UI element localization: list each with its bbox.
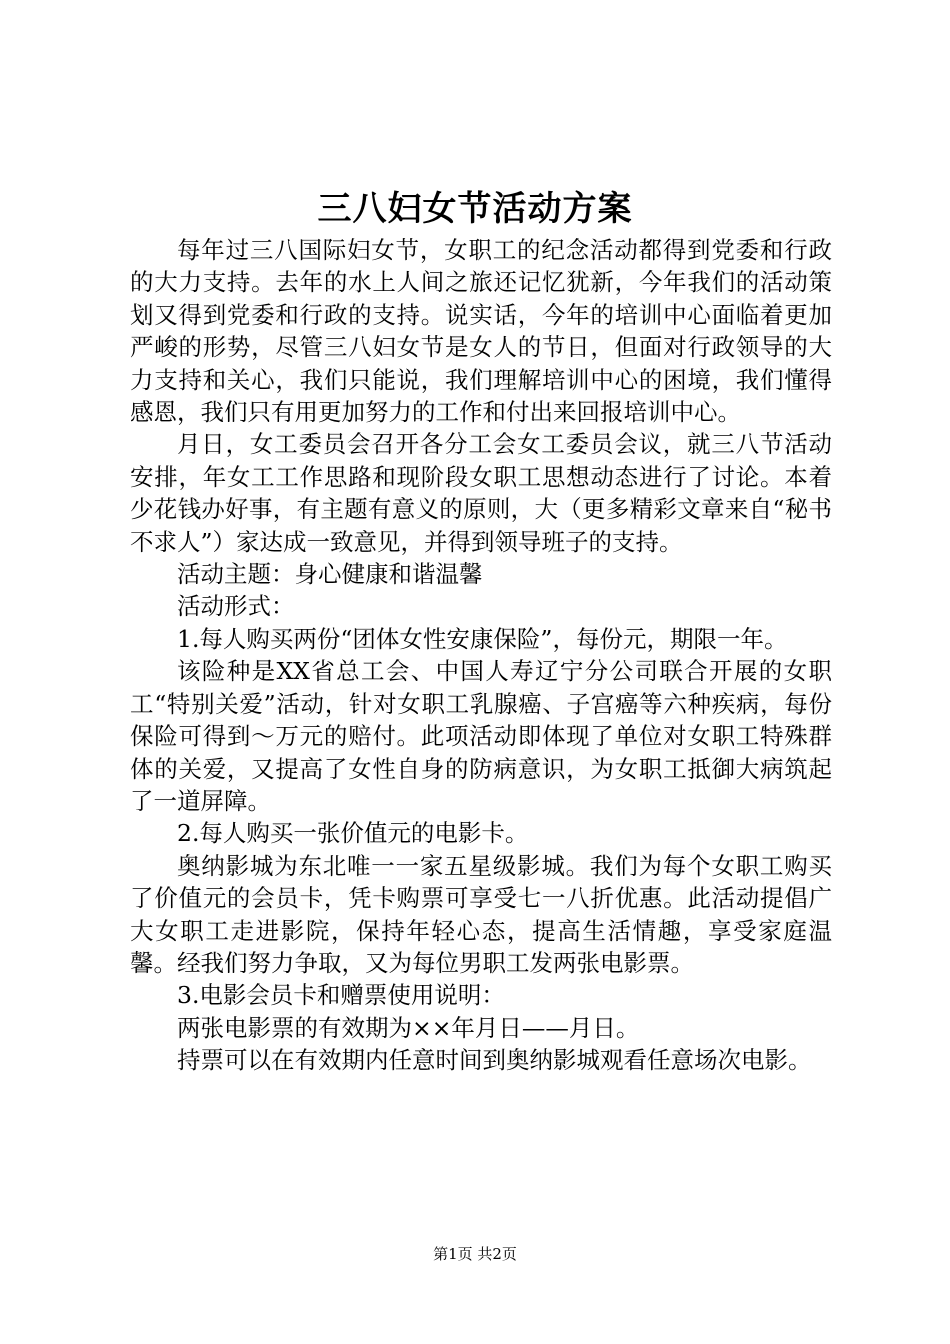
paragraph-insurance: 该险种是XX省总工会、中国人寿辽宁分公司联合开展的女职工“特别关爱”活动，针对女职工乳腺癌、子宫癌等六种疾病，每份保险可得到～万元的赔付。此项活动即体现了单位对女职工特殊群体的关爱，又提高了女性自身的防病意识，为女职工抵御大病筑起了一道屏障。 (130, 657, 832, 815)
paragraph-item-2: 2.每人购买一张价值元的电影卡。 (177, 819, 529, 848)
paragraph-form-heading: 活动形式： (177, 592, 295, 621)
page-number-footer: 第1页 共2页 (433, 1245, 517, 1263)
paragraph-item-3: 3.电影会员卡和赠票使用说明： (177, 981, 505, 1010)
paragraph-validity: 两张电影票的有效期为××年月日——月日。 (177, 1013, 640, 1042)
document-body (130, 234, 832, 1077)
paragraph-meeting: 月日，女工委员会召开各分工会女工委员会议，就三八节活动安排，年女工工作思路和现阶段女职工思想动态进行了讨论。本着少花钱办好事，有主题有意义的原则，大（更多精彩文章来自“秘书不求人”）家达成一致意见，并得到领导班子的支持。 (130, 430, 832, 556)
paragraph-theme: 活动主题：身心健康和谐温馨 (177, 560, 483, 589)
paragraph-item-1: 1.每人购买两份“团体女性安康保险”，每份元，期限一年。 (177, 624, 788, 653)
document-title: 三八妇女节活动方案 (317, 189, 633, 229)
paragraph-intro: 每年过三八国际妇女节，女职工的纪念活动都得到党委和行政的大力支持。去年的水上人间之旅还记忆犹新，今年我们的活动策划又得到党委和行政的支持。说实话，今年的培训中心面临着更加严峻的形势，尽管三八妇女节是女人的节日，但面对行政领导的大力支持和关心，我们只能说，我们理解培训中心的困境，我们懂得感恩，我们只有用更加努力的工作和付出来回报培训中心。 (130, 236, 832, 427)
paragraph-cinema: 奥纳影城为东北唯一一家五星级影城。我们为每个女职工购买了价值元的会员卡，凭卡购票可享受七一八折优惠。此活动提倡广大女职工走进影院，保持年轻心态，提高生活情趣，享受家庭温馨。经我们努力争取，又为每位男职工发两张电影票。 (130, 851, 832, 977)
paragraph-usage: 持票可以在有效期内任意时间到奥纳影城观看任意场次电影。 (177, 1046, 812, 1075)
